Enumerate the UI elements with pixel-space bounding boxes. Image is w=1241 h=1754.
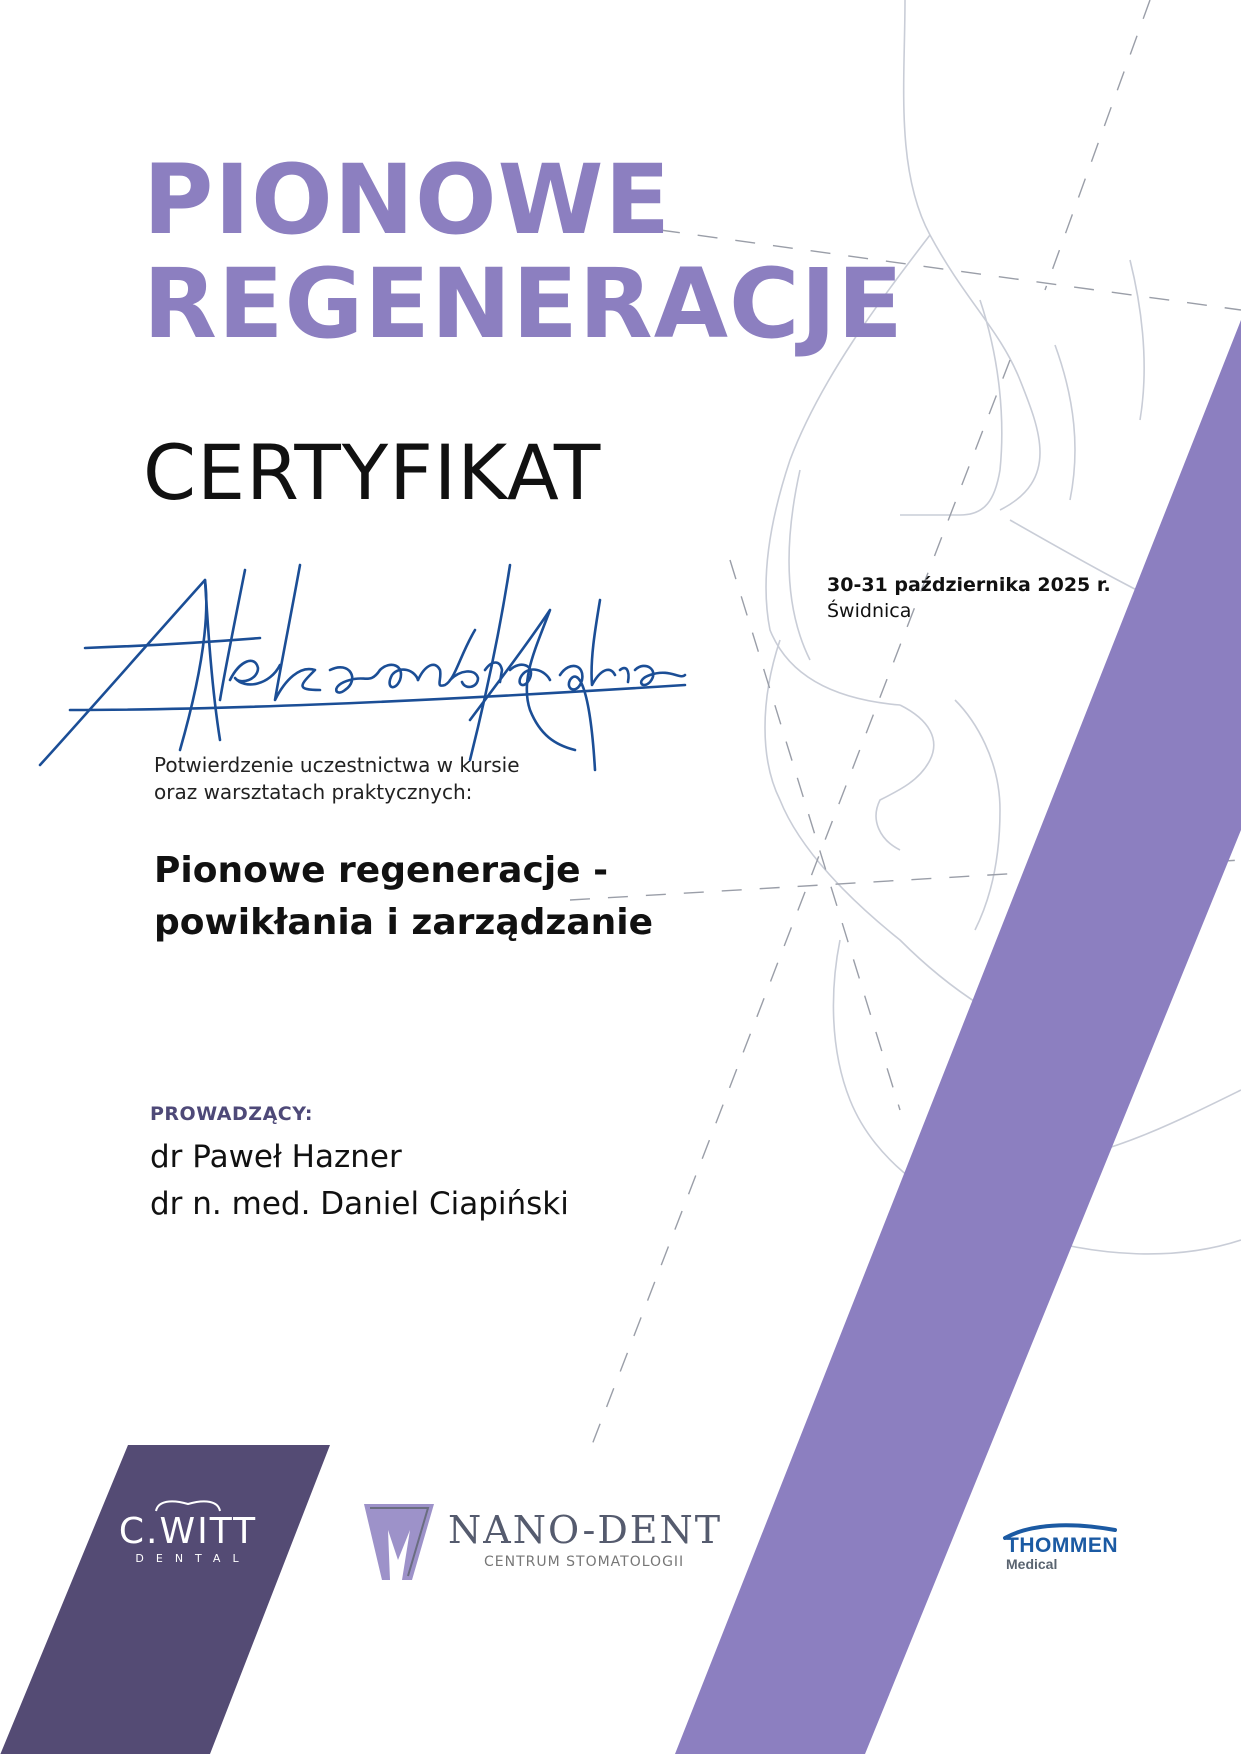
cwitt-dental-logo: [108, 1498, 268, 1565]
course-title-line-1: Pionowe regeneracje -: [154, 850, 609, 891]
leader-name: dr n. med. Daniel Ciapiński: [150, 1186, 569, 1222]
dark-corner-band: [0, 1445, 330, 1754]
confirmation-line-1: Potwierdzenie uczestnictwa w kursie: [154, 753, 520, 777]
title-line-1: PIONOWE: [143, 144, 672, 256]
tooth-outline-icon: [153, 1498, 223, 1512]
participation-confirmation: [154, 752, 520, 806]
leaders-list: [150, 1134, 569, 1228]
nanodent-logo: [448, 1508, 722, 1570]
title-line-2: REGENERACJE: [143, 248, 904, 360]
participant-signature: [30, 560, 690, 775]
event-title: [143, 144, 904, 360]
course-title-line-2: powikłania i zarządzanie: [154, 902, 654, 943]
leaders-label: PROWADZĄCY:: [150, 1103, 313, 1125]
confirmation-line-2: oraz warsztatach praktycznych:: [154, 780, 473, 804]
cwitt-name: C.WITT: [118, 1511, 258, 1552]
thommen-sub: Medical: [1006, 1556, 1058, 1572]
certificate-heading: CERTYFIKAT: [143, 428, 602, 517]
leader-name: dr Paweł Hazner: [150, 1139, 402, 1175]
purple-diagonal-band: [675, 320, 1241, 1754]
event-date: 30-31 października 2025 r.: [827, 574, 1111, 596]
cwitt-sub: DENTAL: [135, 1552, 251, 1565]
event-location: Świdnica: [827, 600, 912, 622]
thommen-medical-logo: [1006, 1535, 1118, 1571]
course-title: [154, 845, 653, 949]
nanodent-sub: CENTRUM STOMATOLOGII: [484, 1554, 685, 1570]
thommen-name: THOMMEN: [1006, 1534, 1118, 1557]
nanodent-tooth-icon: [362, 1500, 436, 1582]
nanodent-name: NANO-DENT: [448, 1508, 723, 1552]
event-date-location: [827, 572, 1111, 624]
